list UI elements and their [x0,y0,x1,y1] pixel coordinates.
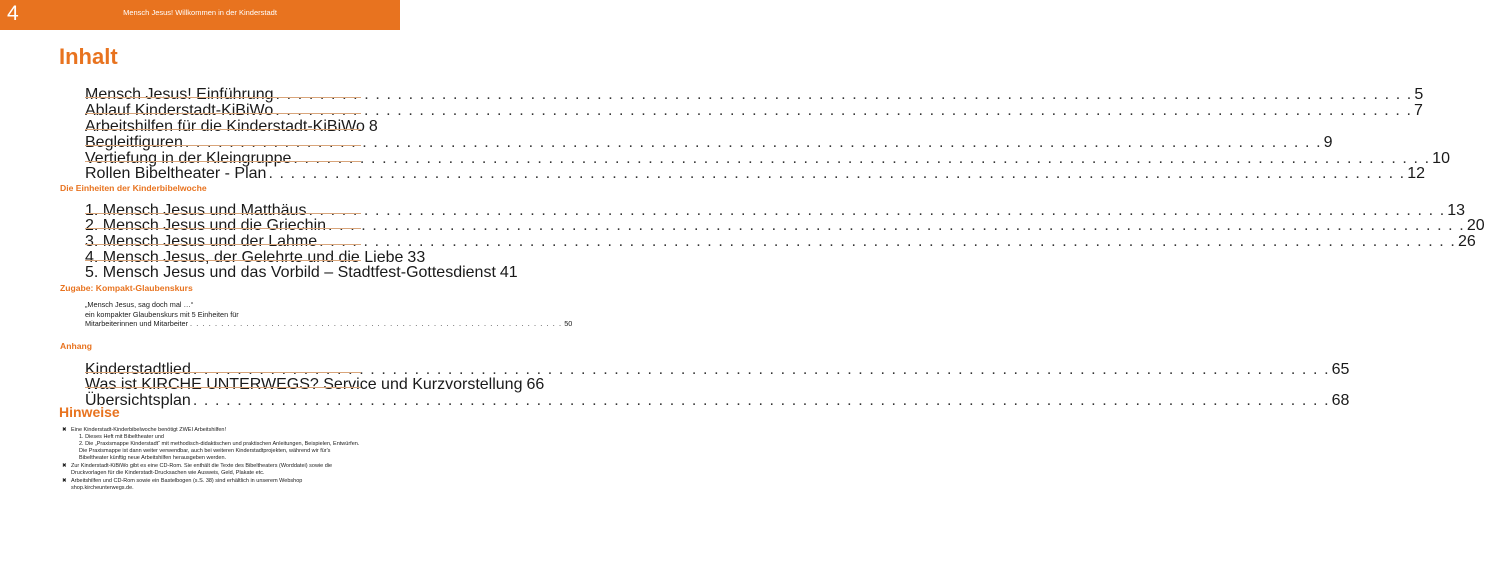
toc-entry-page: 26 [1457,233,1476,250]
toc-entry-multiline[interactable] [85,300,573,329]
toc-entry-line: „Mensch Jesus, sag doch mal …“ [85,300,194,309]
leader-dots [190,319,562,329]
toc-entry-label: Übersichtsplan [85,392,191,409]
leader-dots [275,102,1412,120]
note-item [60,463,360,477]
toc-entry-page: 10 [1432,150,1450,167]
toc-entry-label: Begleitfiguren [85,134,183,151]
toc-entry[interactable] [85,165,1426,183]
divider [85,244,361,245]
contents-title: Inhalt [59,44,118,69]
hinweise-title: Hinweise [59,404,120,420]
toc-entry-page: 8 [368,118,378,135]
leader-dots [319,233,1456,251]
divider [85,145,361,146]
toc-entry-page: 33 [407,249,426,266]
toc-entry-page: 68 [1331,392,1350,409]
toc-entry-page: 7 [1414,102,1423,119]
divider [85,372,361,373]
divider [85,129,361,130]
toc-entry-page: 9 [1323,134,1333,151]
note-text: Arbeitshilfen und CD-Rom sowie ein Bastelbogen (s.S. 38) sind erhältlich in unserem Webshop shop.kircheunterwegs.de. [71,478,303,491]
toc-entry-label: 5. Mensch Jesus und das Vorbild – Stadtfest-Gottesdienst [85,264,496,281]
toc-entry[interactable] [85,264,518,282]
toc-entry-page: 65 [1331,361,1350,378]
note-subitem: 2. Die „Praxismappe Kinderstadt“ mit methodisch-didaktischen und praktischen Anleitungen, Beispielen, Entwürfen. Die Praxismappe ist dann weiter verwendbar, auch bei weiteren Kinderstadtprojekten, während wir für's Bibeltheater künftig neue Arbeitshilfen herausgeben werden. [79,441,360,461]
note-item [60,427,360,462]
running-title: Mensch Jesus! Willkommen in der Kinderstadt [123,8,277,17]
toc-entry-page: 41 [499,264,518,281]
toc-entry-label: 1. Mensch Jesus und Matthäus [85,202,307,219]
toc-entry-page: 5 [1414,86,1424,103]
divider [85,97,361,98]
divider [85,387,361,388]
toc-entry-label: Arbeitshilfen für die Kinderstadt-KiBiWo [85,118,365,135]
section-heading-zugabe: Zugabe: Kompakt-Glaubenskurs [60,283,193,293]
divider [85,161,361,162]
divider [85,113,361,114]
divider [85,260,361,261]
note-item [60,478,360,492]
toc-entry[interactable] [85,392,1350,410]
toc-entry-page: 50 [564,319,573,328]
page-header [0,0,400,30]
cross-bullet-icon: ✖ [62,463,67,469]
toc-entry-page: 20 [1466,217,1485,234]
toc-entry-label: Ablauf Kinderstadt-KiBiWo [85,102,274,119]
toc-entry-line: Mitarbeiterinnen und Mitarbeiter [85,319,189,328]
notes-list [60,427,360,493]
section-heading-einheiten: Die Einheiten der Kinderbibelwoche [60,183,207,193]
note-text: Eine Kinderstadt-Kinderbibelwoche benötigt ZWEI Arbeitshilfen! [71,427,227,433]
toc-entry-label: Vertiefung in der Kleingruppe [85,150,292,167]
note-subitem: 1. Dieses Heft mit Bibeltheater und [79,434,164,440]
toc-entry-label: Rollen Bibeltheater - Plan [85,165,267,182]
toc-entry-page: 12 [1407,165,1426,182]
toc-entry-label: Kinderstadtlied [85,361,191,378]
toc-entry-page: 13 [1447,202,1466,219]
toc-entry-label: Was ist KIRCHE UNTERWEGS? Service und Kurzvorstellung [85,376,523,393]
toc-entry-page: 66 [526,376,545,393]
toc-entry-label: Mensch Jesus! Einführung [85,86,274,103]
divider [85,213,361,214]
cross-bullet-icon: ✖ [62,478,67,484]
leader-dots [268,165,1405,183]
toc-entry-line: ein kompakter Glaubenskurs mit 5 Einheiten für [85,309,239,319]
toc-entry-label: 2. Mensch Jesus und die Griechin [85,217,327,234]
section-heading-anhang: Anhang [60,341,92,351]
divider [85,228,361,229]
note-text: Zur Kinderstadt-KiBiWo gibt es eine CD-Rom. Sie enthält die Texte des Bibeltheaters (Worddatei) sowie die Druckvorlagen für die Kinderstadt-Drucksachen wie Ausweis, Geld, Plakate etc. [71,463,333,476]
leader-dots [193,392,1330,410]
cross-bullet-icon: ✖ [62,427,67,433]
toc-entry-label: 3. Mensch Jesus und der Lahme [85,233,318,250]
page-number: 4 [7,2,19,25]
toc-entry-label: 4. Mensch Jesus, der Gelehrte und die Liebe [85,249,404,266]
